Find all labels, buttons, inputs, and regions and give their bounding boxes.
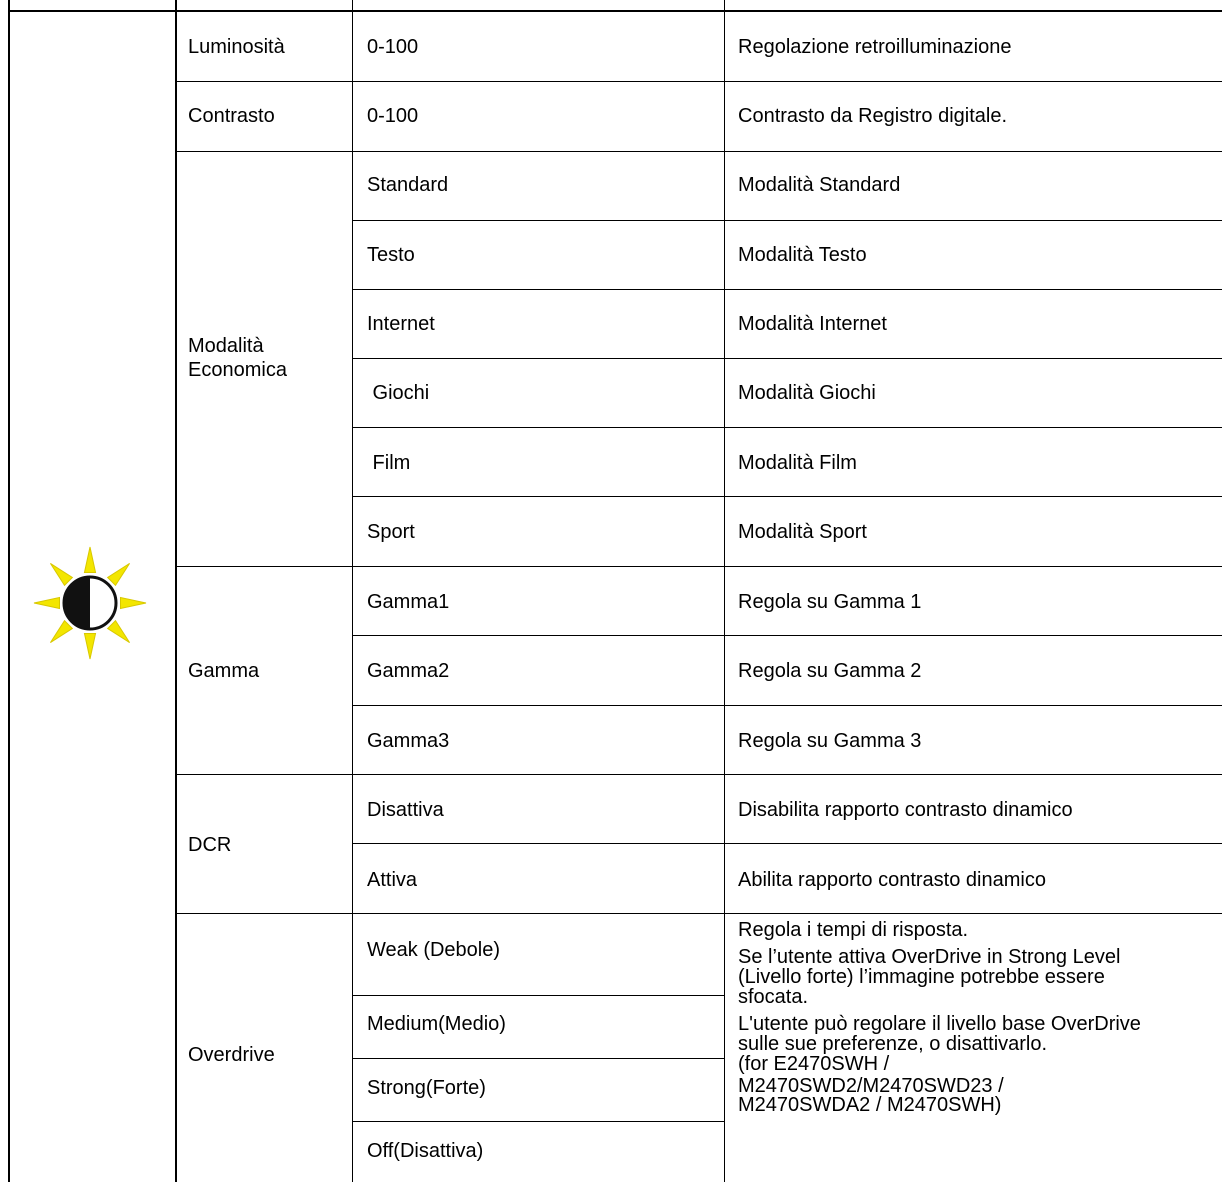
sun-ray-shape [84,633,95,659]
gamma-option: Gamma2 [367,660,450,682]
dcr-label: DCR [188,834,232,856]
contrasto-label: Contrasto [188,105,275,127]
eco-option-description: Modalità Testo [738,244,867,266]
column-divider [175,0,177,1182]
luminosita-description: Regolazione retroilluminazione [738,36,1012,58]
eco-option-description: Modalità Sport [738,521,867,543]
dcr-option: Disattiva [367,799,444,821]
overdrive-label: Overdrive [188,1044,275,1066]
sun-ray-shape [34,597,60,608]
overdrive-description-line: Se l’utente attiva OverDrive in Strong Level [738,946,1121,968]
row-divider [352,995,724,996]
row-divider [352,843,1222,844]
overdrive-option: Medium(Medio) [367,1013,506,1035]
overdrive-option: Strong(Forte) [367,1077,486,1099]
eco-option-description: Modalità Giochi [738,382,876,404]
sun-ray-shape [84,547,95,573]
overdrive-description-line: (for E2470SWH / [738,1053,890,1075]
eco-option: Testo [367,244,415,266]
eco-option: Film [367,452,411,474]
contrasto-range: 0-100 [367,105,419,127]
row-divider [175,566,1222,567]
overdrive-option: Weak (Debole) [367,939,501,961]
overdrive-description-line: sulle sue preferenze, o disattivarlo. [738,1033,1048,1055]
overdrive-description-line: M2470SWDA2 / M2470SWH) [738,1094,1002,1116]
eco-option: Standard [367,174,449,196]
sun-ray-shape [50,563,72,585]
sun-ray-shape [108,621,130,643]
brightness-contrast-icon [30,545,150,660]
gamma-option: Gamma3 [367,730,450,752]
row-divider [175,774,1222,775]
eco-option: Internet [367,313,435,335]
row-divider [175,151,1222,152]
gamma-option-description: Regola su Gamma 2 [738,660,922,682]
row-divider [352,1058,724,1059]
luminosita-range: 0-100 [367,36,419,58]
table-border-left [8,0,10,1182]
sun-ray-shape [50,621,72,643]
contrasto-description: Contrasto da Registro digitale. [738,105,1008,127]
row-divider [352,705,1222,706]
gamma-option-description: Regola su Gamma 1 [738,591,922,613]
overdrive-description-line: M2470SWD2/M2470SWD23 / [738,1075,1004,1097]
overdrive-description-line: sfocata. [738,986,809,1008]
eco-option: Giochi [367,382,430,404]
luminosita-label: Luminosità [188,36,285,58]
sun-ray-shape [120,597,146,608]
eco-option-description: Modalità Film [738,452,857,474]
eco-option-description: Modalità Internet [738,313,887,335]
overdrive-description-line: (Livello forte) l’immagine potrebbe essere [738,966,1105,988]
row-divider [175,913,1222,914]
column-divider [724,0,725,1182]
row-divider [352,289,1222,290]
dcr-option: Attiva [367,869,418,891]
gamma-option-description: Regola su Gamma 3 [738,730,922,752]
row-divider [352,220,1222,221]
gamma-label: Gamma [188,660,260,682]
overdrive-option: Off(Disattiva) [367,1140,484,1162]
row-divider [352,635,1222,636]
row-divider [352,1121,724,1122]
eco-option-description: Modalità Standard [738,174,901,196]
overdrive-description-line: L'utente può regolare il livello base OverDrive [738,1013,1141,1035]
eco-mode-label: Modalità Economica [188,335,287,381]
column-divider [352,0,353,1182]
dcr-option-description: Abilita rapporto contrasto dinamico [738,869,1046,891]
row-divider [352,496,1222,497]
table-border-top [8,10,1222,12]
row-divider [352,358,1222,359]
dcr-option-description: Disabilita rapporto contrasto dinamico [738,799,1073,821]
row-divider [175,81,1222,82]
sun-ray-shape [108,563,130,585]
eco-option: Sport [367,521,415,543]
row-divider [352,427,1222,428]
overdrive-description-line: Regola i tempi di risposta. [738,919,969,941]
gamma-option: Gamma1 [367,591,450,613]
